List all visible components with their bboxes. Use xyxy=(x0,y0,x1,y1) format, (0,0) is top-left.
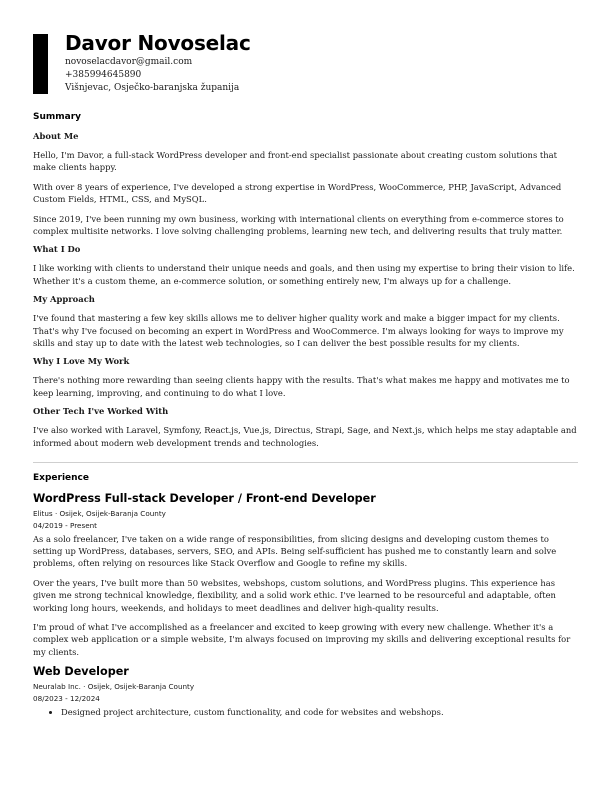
location-text: Višnjevac, Osječko-baranjska županija xyxy=(65,83,240,93)
accent-bar xyxy=(33,34,48,94)
phone-text[interactable]: +385994645890 xyxy=(65,70,142,80)
job-description-1: As a solo freelancer, I've taken on a wide range of responsibilities, from slicing designs and developing custom themes to setting up WordPress, databases, servers, SEO, and APIs. Being self-sufficient has pushed me to constantly learn and solve problems, often relying on resources like Stack Overflow and Google to refine my skills. xyxy=(33,533,557,569)
experience-section xyxy=(33,473,578,718)
candidate-name: Davor Novoselac xyxy=(65,31,251,55)
job-entry xyxy=(33,665,578,718)
job-entry xyxy=(33,492,578,658)
job-title: Web Developer xyxy=(33,665,129,679)
about-paragraph-2: With over 8 years of experience, I've developed a strong expertise in WordPress, WooCommerce, PHP, JavaScript, Advanced Custom Fields, HTML, CSS, and MySQL. xyxy=(33,181,562,205)
other-tech-paragraph: I've also worked with Laravel, Symfony, React.js, Vue.js, Directus, Strapi, Sage, and Next.js, which helps me stay adaptable and informed about modern web development trends and technologies. xyxy=(33,425,577,448)
resume-body xyxy=(33,112,578,718)
job-company: Elitus · Osijek, Osijek-Baranja County xyxy=(33,509,166,519)
contact-info xyxy=(65,56,239,95)
job-company: Neuralab Inc. · Osijek, Osijek-Baranja County xyxy=(33,682,195,692)
about-heading: About Me xyxy=(33,131,79,141)
summary-heading: Summary xyxy=(33,112,82,122)
about-paragraph-3: Since 2019, I've been running my own business, working with international clients on everything from e-commerce stores to complex multisite networks. I love solving challenging problems, learning new tech, and delivering results that truly matter. xyxy=(33,213,564,237)
experience-heading: Experience xyxy=(33,473,89,484)
summary-section xyxy=(33,112,578,449)
job-bullet-list xyxy=(33,706,578,718)
job-title: WordPress Full-stack Developer / Front-end Developer xyxy=(33,492,376,506)
love-work-heading: Why I Love My Work xyxy=(33,356,130,367)
what-i-do-paragraph: I like working with clients to understand their unique needs and goals, and then using my expertise to bring their vision to life. Whether it's a custom theme, an e-commerce solution, or something entirely new, I'm always up for a challenge. xyxy=(33,263,575,286)
job-bullet: • Designed project architecture, custom functionality, and code for websites and webshops. xyxy=(61,706,578,718)
about-paragraph-1: Hello, I'm Davor, a full-stack WordPress developer and front-end specialist passionate about creating custom solutions that make clients happy. xyxy=(33,150,558,173)
approach-paragraph: I've found that mastering a few key skills allows me to deliver higher quality work and make a bigger impact for my clients. That's why I've focused on becoming an expert in WordPress and WooCommerce. I'm always looking for ways to improve my skills and stay up to date with the latest web technologies, so I can deliver the best possible results for my clients. xyxy=(33,313,564,349)
section-divider xyxy=(33,462,578,463)
job-dates: 04/2019 - Present xyxy=(33,521,97,531)
other-tech-heading: Other Tech I've Worked With xyxy=(33,406,169,417)
email-text[interactable]: novoselacdavor@gmail.com xyxy=(65,57,193,67)
job-description-2: Over the years, I've built more than 50 websites, webshops, custom solutions, and WordPress plugins. This experience has given me strong technical knowledge, flexibility, and a solid work ethic. I've learned to be resourceful and adaptable, often working long hours, weekends, and holidays to meet deadlines and deliver high-quality results. xyxy=(33,577,556,613)
what-i-do-heading: What I Do xyxy=(33,244,81,255)
job-description-3: I'm proud of what I've accomplished as a freelancer and excited to keep growing with every new challenge. Whether it's a complex web application or a simple website, I'm always focused on improving my skills and delivering exceptional results for my clients. xyxy=(33,621,571,657)
job-dates: 08/2023 - 12/2024 xyxy=(33,694,100,704)
approach-heading: My Approach xyxy=(33,294,95,305)
love-work-paragraph: There's nothing more rewarding than seeing clients happy with the results. That's what makes me happy and motivates me to keep learning, improving, and continuing to do what I love. xyxy=(33,375,570,398)
